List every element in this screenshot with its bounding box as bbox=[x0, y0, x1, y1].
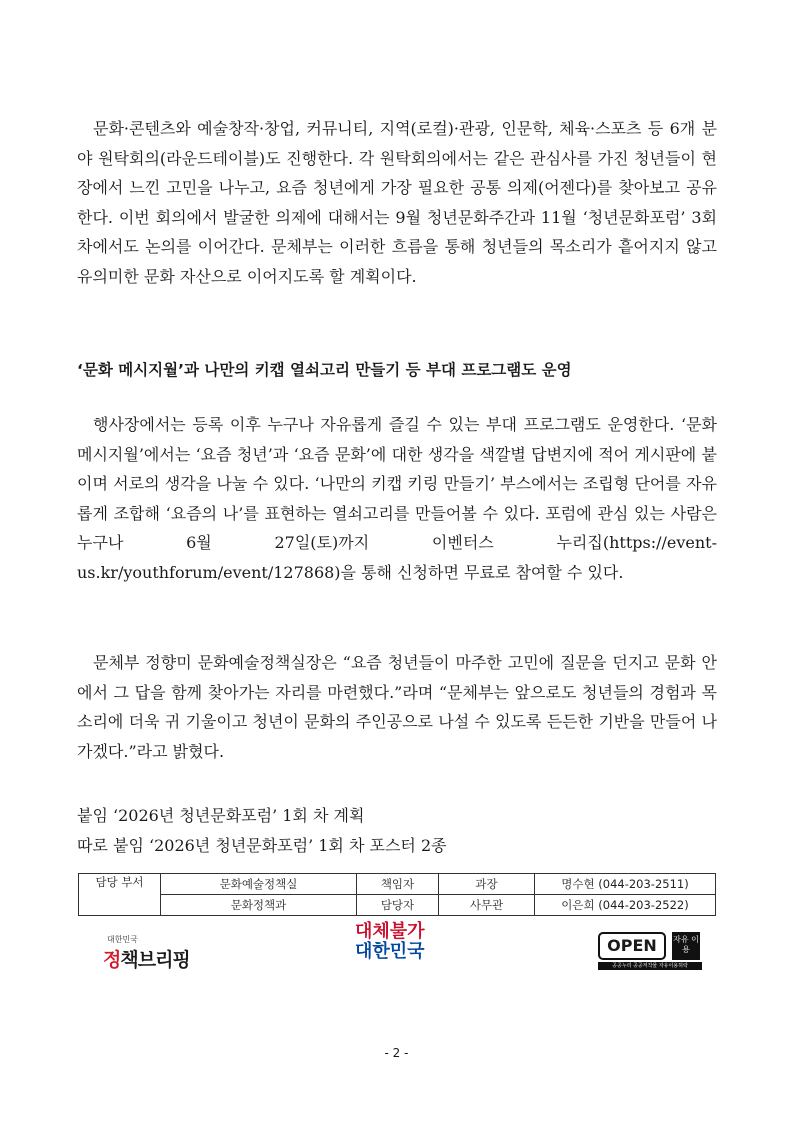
dept-name-2: 문화정책과 bbox=[161, 895, 357, 916]
briefing-small-text: 대한민국 bbox=[107, 935, 138, 944]
footer-logos bbox=[0, 920, 793, 980]
free-use-badge: 자유 이용 bbox=[672, 932, 700, 960]
contact-row-1 bbox=[79, 874, 716, 895]
slogan-logo bbox=[355, 922, 425, 962]
attachment-line-2: 따로 붙임 ‘2026년 청년문화포럼’ 1회 차 포스터 2종 bbox=[77, 836, 447, 855]
dept-name-1: 문화예술정책실 bbox=[161, 874, 357, 895]
kogl-open-logo bbox=[598, 932, 702, 970]
contact-row-2 bbox=[79, 895, 716, 916]
person-cell: 이은희 (044-203-2522) bbox=[535, 895, 716, 916]
title-cell: 과장 bbox=[439, 874, 535, 895]
body-paragraph-3: 문체부 정향미 문화예술정책실장은 “요즘 청년들이 마주한 고민에 질문을 던지고 문화 안에서 그 답을 함께 찾아가는 자리를 마련했다.”라며 “문체부는 앞으로도 청년들의 경험과 목소리에 더욱 귀 기울이고 청년이 문화의 주인공으로 나설 수 있도록 든든한 기반을 만들어 나가겠다.”라고 밝혔다. bbox=[77, 653, 717, 761]
section-heading: ‘문화 메시지월’과 나만의 키캡 열쇠고리 만들기 등 부대 프로그램도 운영 bbox=[77, 361, 572, 379]
body-paragraph-2: 행사장에서는 등록 이후 누구나 자유롭게 즐길 수 있는 부대 프로그램도 운영한다. ‘문화 메시지월’에서는 ‘요즘 청년’과 ‘요즘 문화’에 대한 생각을 색깔별 답변지에 적어 게시판에 붙이며 서로의 생각을 나눌 수 있다. ‘나만의 키캡 키링 만들기’ 부스에서는 조립형 단어를 자유롭게 조합해 ‘요즘의 나’를 표현하는 열쇠고리를 만들어볼 수 있다. 포럼에 관심 있는 사람은 누구나 6월 27일(토)까지 이벤터스 누리집(https://event-us.kr/youthforum/event/127868)을 통해 신청하면 무료로 참여할 수 있다. bbox=[77, 415, 717, 582]
role-cell: 책임자 bbox=[357, 874, 439, 895]
page-number: - 2 - bbox=[384, 1046, 409, 1060]
policy-briefing-logo bbox=[103, 934, 190, 972]
kogl-strip: 공공누리 공공저작물 자유이용허락 bbox=[598, 962, 702, 970]
slogan-line-2: 대한민국 bbox=[355, 941, 425, 962]
person-cell: 명수현 (044-203-2511) bbox=[535, 874, 716, 895]
briefing-red-text: 정 bbox=[103, 949, 121, 971]
dept-label: 담당 부서 bbox=[79, 874, 161, 916]
briefing-main-text: 책브리핑 bbox=[120, 949, 190, 971]
slogan-line-1: 대체불가 bbox=[355, 921, 425, 942]
contact-table bbox=[78, 873, 716, 916]
role-cell: 담당자 bbox=[357, 895, 439, 916]
title-cell: 사무관 bbox=[439, 895, 535, 916]
body-paragraph-1: 문화·콘텐츠와 예술창작·창업, 커뮤니티, 지역(로컬)·관광, 인문학, 체육·스포츠 등 6개 분야 원탁회의(라운드테이블)도 진행한다. 각 원탁회의에서는 같은 관심사를 가진 청년들이 현장에서 느낀 고민을 나누고, 요즘 청년에게 가장 필요한 공통 의제(어젠다)를 찾아보고 공유한다. 이번 회의에서 발굴한 의제에 대해서는 9월 청년문화주간과 11월 ‘청년문화포럼’ 3회 차에서도 논의를 이어간다. 문체부는 이러한 흐름을 통해 청년들의 목소리가 흩어지지 않고 유의미한 문화 자산으로 이어지도록 할 계획이다. bbox=[77, 119, 717, 286]
attachment-line-1: 붙임 ‘2026년 청년문화포럼’ 1회 차 계획 bbox=[77, 806, 365, 825]
open-text: OPEN bbox=[598, 932, 666, 960]
